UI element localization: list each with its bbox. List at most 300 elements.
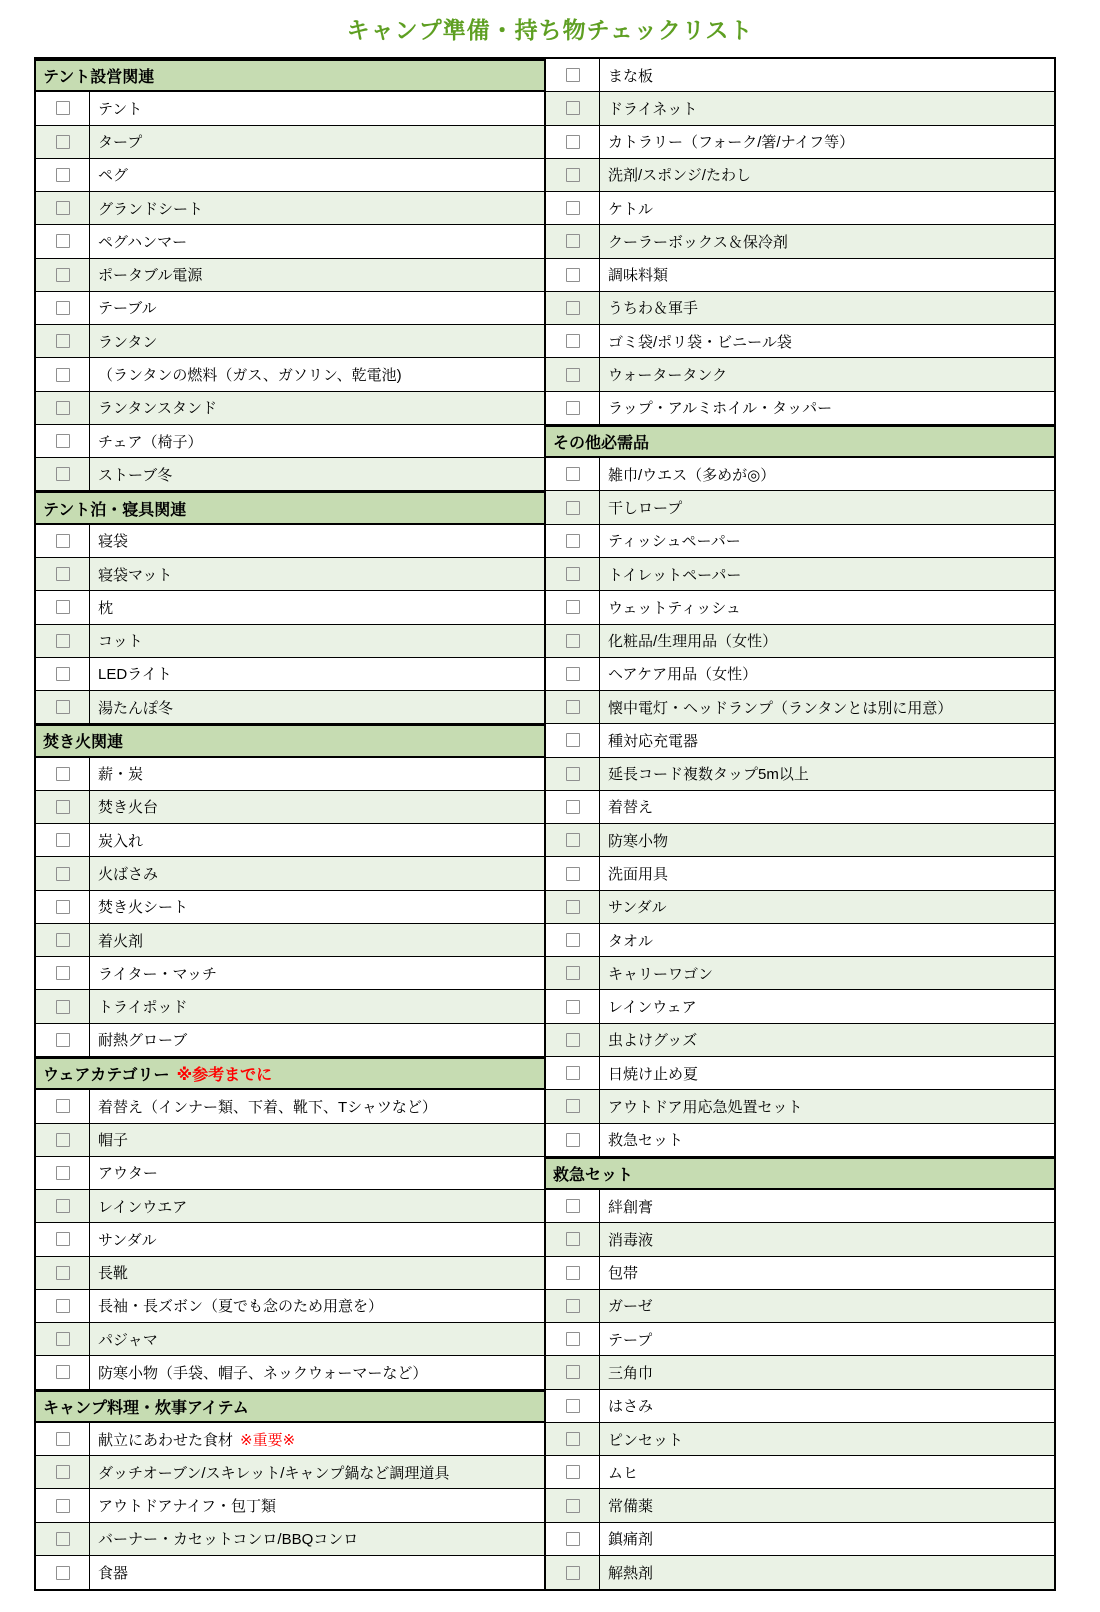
checkbox[interactable] [566,135,580,149]
checklist-row [36,1090,544,1123]
checkbox-cell [36,392,90,424]
section-header-row [36,491,544,524]
section-header-row [546,1157,1054,1190]
checklist-row [36,159,544,192]
item-label-cell [600,924,1054,956]
checklist-row [546,625,1054,658]
checklist-row [36,791,544,824]
checklist-row [36,1489,544,1522]
section-header-row [36,1057,544,1090]
item-label-cell [90,1223,544,1255]
checkbox-cell [36,1024,90,1056]
item-label: （ランタンの燃料（ガス、ガソリン、乾電池) [98,367,402,385]
item-label-cell [90,225,544,257]
section-header-note: ※参考までに [176,1067,273,1085]
item-label: 献立にあわせた食材 [98,1431,234,1449]
item-label-cell [90,392,544,424]
checkbox[interactable] [566,201,580,215]
item-label: テント [98,100,143,118]
item-label-cell [600,259,1054,291]
item-label-cell [90,558,544,590]
checklist-row [36,658,544,691]
checkbox[interactable] [566,1066,580,1080]
item-label-cell [90,159,544,191]
checkbox[interactable] [566,534,580,548]
checkbox-cell [546,292,600,324]
checkbox-cell [36,1257,90,1289]
item-label-cell [600,791,1054,823]
item-label: 防寒小物（手袋、帽子、ネックウォーマーなど） [98,1364,428,1382]
checklist-row [546,1223,1054,1256]
checkbox-cell [546,558,600,590]
item-label-cell [600,691,1054,723]
item-label: ポータブル電源 [98,267,203,285]
item-label: 薪・炭 [98,766,144,784]
checkbox-cell [546,625,600,657]
checklist-row [36,1356,544,1389]
checkbox[interactable] [566,733,580,747]
checkbox[interactable] [566,900,580,914]
item-note: ※重要※ [240,1431,296,1449]
checkbox-cell [546,1323,600,1355]
checkbox[interactable] [566,933,580,947]
checklist-row [36,824,544,857]
item-label: LEDライト [98,666,172,684]
checklist-row [36,1323,544,1356]
checkbox-cell [546,1190,600,1222]
checklist-row [36,259,544,292]
checklist-row [546,1024,1054,1057]
checklist-row [546,1390,1054,1423]
checklist-row [36,1157,544,1190]
checklist-row [546,1257,1054,1290]
item-label: 消毒液 [608,1231,654,1249]
item-label: うちわ＆軍手 [608,300,699,318]
checklist-row [36,1456,544,1489]
checkbox[interactable] [566,600,580,614]
item-label: ウォータータンク [608,367,728,385]
item-label-cell [600,1423,1054,1455]
checkbox-cell [36,924,90,956]
checkbox[interactable] [566,1000,580,1014]
checkbox[interactable] [566,401,580,415]
checkbox[interactable] [56,1199,70,1213]
item-label: 洗剤/スポンジ/たわし [608,167,751,185]
checklist-row [546,1090,1054,1123]
item-label: バーナー・カセットコンロ/BBQコンロ [98,1531,359,1549]
checkbox[interactable] [566,966,580,980]
checkbox[interactable] [56,867,70,881]
checklist-row [36,1423,544,1456]
checkbox-cell [546,1523,600,1555]
item-label: コット [98,633,143,651]
checkbox-cell [36,525,90,557]
checkbox[interactable] [56,1566,70,1580]
checkbox[interactable] [56,1332,70,1346]
checklist-row [36,758,544,791]
item-label: 延長コード複数タップ5m以上 [608,766,809,784]
checkbox-cell [546,358,600,390]
checklist-row [36,1124,544,1157]
checkbox-cell [546,1489,600,1521]
item-label-cell [90,1090,544,1122]
checkbox[interactable] [566,1432,580,1446]
checkbox[interactable] [56,700,70,714]
checklist-row [546,1323,1054,1356]
checkbox-cell [36,259,90,291]
item-label-cell [90,1124,544,1156]
checklist-row [36,1290,544,1323]
item-label-cell [90,1157,544,1189]
checklist-row [546,458,1054,491]
item-label-cell [600,1057,1054,1089]
checkbox-cell [546,1257,600,1289]
checkbox[interactable] [56,368,70,382]
checkbox[interactable] [56,567,70,581]
item-label-cell [90,1356,544,1388]
item-label-cell [90,1257,544,1289]
item-label: はさみ [608,1398,654,1416]
item-label-cell [90,691,544,723]
item-label: 常備薬 [608,1498,654,1516]
checkbox[interactable] [566,301,580,315]
checkbox[interactable] [56,268,70,282]
checklist-row [36,1190,544,1223]
item-label: カトラリー（フォーク/箸/ナイフ等） [608,134,855,152]
checkbox[interactable] [566,634,580,648]
checkbox-cell [546,857,600,889]
checkbox-cell [546,824,600,856]
checkbox-cell [546,259,600,291]
checkbox[interactable] [566,1266,580,1280]
checkbox-cell [546,758,600,790]
item-label-cell [600,358,1054,390]
item-label-cell [90,292,544,324]
item-label-cell [600,458,1054,490]
item-label: 食器 [98,1565,129,1583]
item-label: タオル [608,932,654,950]
checkbox-cell [36,92,90,124]
checklist-row [36,1523,544,1556]
item-label-cell [600,1190,1054,1222]
checkbox[interactable] [56,1499,70,1513]
checkbox[interactable] [56,800,70,814]
checkbox[interactable] [566,68,580,82]
checkbox[interactable] [56,1099,70,1113]
checkbox-cell [36,1090,90,1122]
checkbox-cell [36,126,90,158]
checkbox[interactable] [566,1365,580,1379]
checklist-row [546,924,1054,957]
checkbox-cell [36,192,90,224]
checkbox[interactable] [56,833,70,847]
item-label: ピンセット [608,1431,684,1449]
item-label-cell [90,1456,544,1488]
checklist-row [36,126,544,159]
checkbox[interactable] [56,201,70,215]
section-header-label: テント設営関連 [43,69,155,87]
item-label-cell [600,1456,1054,1488]
checkbox[interactable] [56,667,70,681]
checkbox-cell [546,891,600,923]
checklist-row [546,392,1054,425]
checkbox[interactable] [56,101,70,115]
section-header-label: 救急セット [553,1166,634,1184]
checkbox[interactable] [566,1499,580,1513]
item-label: 炭入れ [98,832,144,850]
checklist-row [546,159,1054,192]
checkbox[interactable] [566,1232,580,1246]
item-label: 三角巾 [608,1364,654,1382]
checkbox-cell [546,924,600,956]
item-label: ウェットティッシュ [608,599,741,617]
item-label-cell [90,625,544,657]
checkbox-cell [36,1356,90,1388]
checklist-row [546,1523,1054,1556]
item-label: トイレットペーパー [608,566,742,584]
checkbox[interactable] [56,1033,70,1047]
checkbox[interactable] [566,234,580,248]
checkbox[interactable] [56,1365,70,1379]
checklist-row [546,1290,1054,1323]
checkbox[interactable] [566,1099,580,1113]
item-label: 火ばさみ [98,866,159,883]
checklist-row [546,1190,1054,1223]
item-label-cell [90,259,544,291]
item-label: 着替え [608,799,654,817]
item-label: 枕 [98,599,114,617]
item-label-cell [600,1257,1054,1289]
checkbox[interactable] [566,700,580,714]
item-label: ライター・マッチ [98,965,217,983]
item-label: 日焼け止め夏 [608,1065,699,1083]
checkbox-cell [36,1556,90,1589]
checkbox-cell [546,1390,600,1422]
checkbox[interactable] [566,501,580,515]
section-header-row [36,59,544,92]
checkbox[interactable] [56,434,70,448]
checkbox[interactable] [56,900,70,914]
checkbox-cell [36,1290,90,1322]
item-label: 懐中電灯・ヘッドランプ（ランタンとは別に用意） [608,699,953,717]
item-label-cell [600,325,1054,357]
checkbox[interactable] [566,1465,580,1479]
checklist-table [34,57,1056,1591]
checklist-row [36,691,544,724]
checklist-row [546,325,1054,358]
checkbox[interactable] [566,1332,580,1346]
checkbox[interactable] [566,101,580,115]
checkbox-cell [36,292,90,324]
item-label: まな板 [608,67,654,85]
checkbox[interactable] [56,933,70,947]
checklist-row [36,392,544,425]
item-label: 鎮痛剤 [608,1531,654,1549]
checkbox[interactable] [56,966,70,980]
checkbox[interactable] [566,1399,580,1413]
checkbox[interactable] [56,1000,70,1014]
item-label-cell [600,824,1054,856]
item-label: テーブル [98,300,157,318]
checkbox[interactable] [56,135,70,149]
checklist-row [546,225,1054,258]
checkbox[interactable] [566,800,580,814]
checkbox[interactable] [56,301,70,315]
item-label-cell [600,591,1054,623]
item-label: ゴミ袋/ポリ袋・ビニール袋 [608,333,792,351]
item-label: ペグハンマー [98,233,188,251]
checkbox[interactable] [56,401,70,415]
checkbox-cell [36,425,90,457]
item-label: 湯たんぽ冬 [98,699,174,717]
checkbox[interactable] [56,234,70,248]
checkbox[interactable] [566,767,580,781]
checkbox-cell [36,1323,90,1355]
checkbox[interactable] [566,1566,580,1580]
checklist-row [546,724,1054,757]
checkbox[interactable] [566,1133,580,1147]
checkbox[interactable] [56,1133,70,1147]
checkbox[interactable] [566,1033,580,1047]
checkbox[interactable] [566,567,580,581]
checklist-row [546,691,1054,724]
checkbox[interactable] [566,368,580,382]
item-label-cell [600,558,1054,590]
item-label: ドライネット [608,100,698,118]
checkbox-cell [36,1456,90,1488]
checkbox[interactable] [566,867,580,881]
item-label-cell [90,458,544,490]
checkbox[interactable] [566,833,580,847]
item-label-cell [600,292,1054,324]
item-label-cell [90,525,544,557]
checkbox-cell [546,92,600,124]
item-label-cell [600,625,1054,657]
item-label-cell [600,658,1054,690]
checklist-row [36,425,544,458]
item-label-cell [90,1323,544,1355]
item-label-cell [600,1124,1054,1156]
checkbox[interactable] [566,268,580,282]
checklist-column-left [36,59,546,1589]
item-label: タープ [98,134,143,152]
item-label: ガーゼ [608,1298,653,1316]
item-label: レインウェア [608,999,697,1017]
checkbox[interactable] [56,767,70,781]
checklist-row [546,525,1054,558]
checklist-row [36,1223,544,1256]
item-label: ストーブ冬 [98,466,173,484]
item-label-cell [600,990,1054,1022]
item-label-cell [90,1489,544,1521]
checkbox[interactable] [56,1166,70,1180]
item-label-cell [600,1024,1054,1056]
checklist-row [36,625,544,658]
checkbox[interactable] [56,467,70,481]
item-label-cell [600,957,1054,989]
checkbox[interactable] [56,1432,70,1446]
checkbox[interactable] [56,168,70,182]
checkbox-cell [36,758,90,790]
checkbox-cell [546,491,600,523]
checkbox-cell [36,1157,90,1189]
checkbox-cell [36,625,90,657]
checklist-row [36,1257,544,1290]
checklist-row [36,857,544,890]
checklist-row [36,990,544,1023]
checkbox[interactable] [566,334,580,348]
checkbox[interactable] [56,534,70,548]
item-label-cell [90,192,544,224]
checklist-row [36,358,544,391]
checkbox[interactable] [56,1266,70,1280]
checkbox[interactable] [56,1299,70,1313]
checkbox-cell [546,126,600,158]
checkbox[interactable] [566,1199,580,1213]
checkbox[interactable] [56,1232,70,1246]
item-label-cell [600,1323,1054,1355]
item-label: クーラーボックス＆保冷剤 [608,233,788,251]
item-label: 虫よけグッズ [608,1032,698,1050]
item-label: 着替え（インナー類、下着、靴下、Tシャツなど） [98,1098,437,1116]
checkbox[interactable] [566,1299,580,1313]
checklist-row [546,259,1054,292]
checkbox-cell [546,225,600,257]
item-label: サンダル [608,899,667,917]
checkbox[interactable] [566,467,580,481]
checkbox-cell [36,1190,90,1222]
section-header-label: ウェアカテゴリー [43,1067,170,1085]
checklist-row [546,1356,1054,1389]
checkbox[interactable] [56,634,70,648]
item-label-cell [600,126,1054,158]
checkbox-cell [36,1423,90,1455]
section-header-row [36,1390,544,1423]
checkbox[interactable] [56,1532,70,1546]
checkbox[interactable] [56,1465,70,1479]
checklist-row [36,192,544,225]
item-label: 種対応充電器 [608,732,699,750]
checklist-row [546,92,1054,125]
checkbox-cell [546,1556,600,1589]
checklist-row [36,458,544,491]
checkbox[interactable] [56,600,70,614]
item-label: 洗面用具 [608,866,669,883]
checkbox[interactable] [56,334,70,348]
checklist-row [546,192,1054,225]
checklist-row [546,59,1054,92]
item-label: ティッシュペーパー [608,533,741,551]
item-label: パジャマ [98,1331,158,1349]
item-label-cell [90,891,544,923]
checkbox-cell [546,392,600,424]
checkbox[interactable] [566,667,580,681]
section-header-label: テント泊・寝具関連 [43,501,187,519]
checklist-row [36,292,544,325]
checkbox-cell [546,1090,600,1122]
item-label-cell [600,491,1054,523]
checkbox-cell [546,525,600,557]
checkbox-cell [546,990,600,1022]
checklist-row [36,1556,544,1589]
checklist-row [36,525,544,558]
checkbox[interactable] [566,1532,580,1546]
item-label: グランドシート [98,200,204,218]
checklist-row [546,957,1054,990]
checkbox[interactable] [566,168,580,182]
item-label: 化粧品/生理用品（女性） [608,633,778,651]
checkbox-cell [36,891,90,923]
